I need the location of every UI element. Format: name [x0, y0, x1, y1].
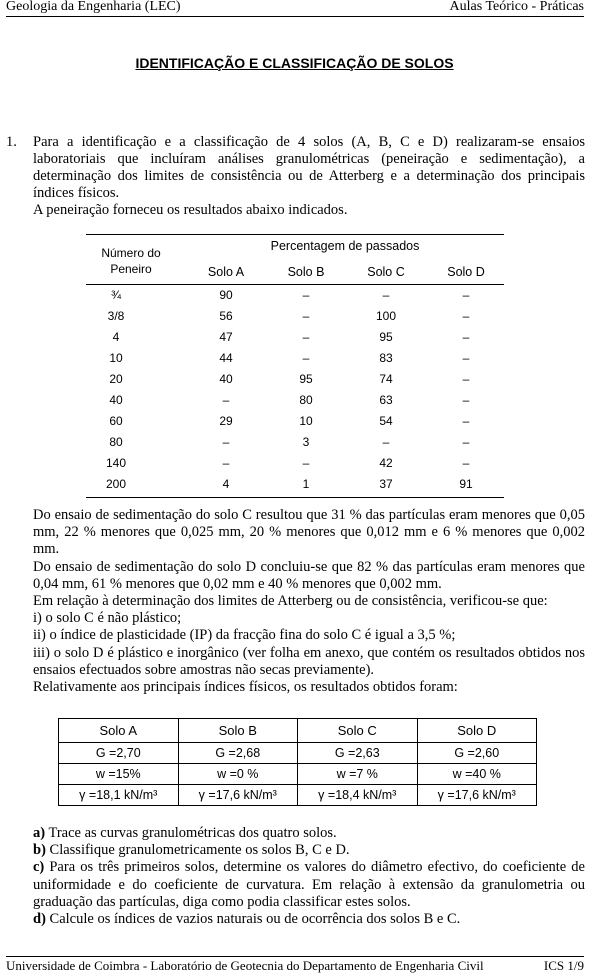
table-cell: 10: [299, 414, 313, 428]
table-cell: –: [222, 435, 230, 449]
question-label: c): [33, 859, 45, 876]
table-cell: –: [462, 372, 470, 386]
table-cell: γ =17,6 kN/m³: [178, 785, 298, 806]
question-b: [33, 842, 585, 859]
questions: [33, 825, 585, 928]
col-header-solo-c: Solo C: [367, 265, 405, 279]
table-cell: 95: [379, 330, 393, 344]
table-cell: 60: [109, 414, 123, 428]
question-a: [33, 825, 585, 842]
question-label: b): [33, 842, 46, 859]
table-cell: –: [302, 351, 310, 365]
col-header-solo-c: Solo C: [298, 719, 418, 743]
col-header-solo-d: Solo D: [417, 719, 537, 743]
table-cell: 80: [299, 393, 313, 407]
table-cell: 4: [112, 330, 120, 344]
table-cell: 42: [379, 456, 393, 470]
table-cell: 20: [109, 372, 123, 386]
table-rule: [86, 497, 504, 498]
header-line: Peneiro: [110, 262, 152, 276]
table-cell: 91: [459, 477, 473, 491]
question-label: a): [33, 825, 46, 841]
table-cell: –: [462, 330, 470, 344]
sedimentation-c: Do ensaio de sedimentação do solo C resultou que 31 % das partículas eram menores que 0,05 mm, 22 % menores que 0,025 mm, 20 % menores que 0,012 mm e 6 % menores que 0,002 mm.: [33, 507, 585, 558]
table-row: [86, 328, 504, 348]
table-cell: 44: [219, 351, 233, 365]
sedimentation-text: [33, 507, 585, 696]
table-row: [59, 785, 537, 806]
question-text: Para os três primeiros solos, determine os valores do diâmetro efectivo, do coeficiente de uniformidade e do coeficiente de curvatura. Em relação à extensão da granulometria ou graduação das partículas, diga como podia classificar estes solos.: [33, 859, 585, 910]
table-cell: 29: [219, 414, 233, 428]
table-cell: 54: [379, 414, 393, 428]
table-cell: –: [462, 414, 470, 428]
table-cell: –: [302, 309, 310, 323]
header-section: Aulas Teórico - Práticas: [449, 0, 584, 14]
table-cell: 140: [105, 456, 127, 470]
table-row: [86, 412, 504, 432]
table-cell: 63: [379, 393, 393, 407]
table-cell: 47: [219, 330, 233, 344]
table-row: [86, 454, 504, 474]
intro-paragraph: [33, 134, 585, 219]
table-cell: 83: [379, 351, 393, 365]
table-cell: 80: [109, 435, 123, 449]
table-row: [59, 719, 537, 743]
table-cell: 37: [379, 477, 393, 491]
table-cell: 200: [105, 477, 127, 491]
problem-number: 1.: [6, 134, 17, 150]
table-cell: 95: [299, 372, 313, 386]
table-cell: –: [302, 288, 310, 302]
table-cell: 4: [222, 477, 230, 491]
table-cell: G =2,70: [59, 743, 179, 764]
item-iii: iii) o solo D é plástico e inorgânico (ver folha em anexo, que contém os resultados obtidos nos ensaios efectuados sobre amostras não secas previamente).: [33, 644, 585, 678]
question-text: Trace as curvas granulométricas dos quatro solos.: [48, 825, 337, 841]
table-cell: –: [462, 393, 470, 407]
header-line: Número do: [101, 246, 161, 260]
table-row: [86, 433, 504, 453]
table-cell: 40: [219, 372, 233, 386]
table-cell: w =15%: [59, 764, 179, 785]
sedimentation-d: Do ensaio de sedimentação do solo D concluiu-se que 82 % das partículas eram menores que 0,04 mm, 61 % menores que 0,02 mm e 40 % menores que 0,002 mm.: [33, 558, 585, 592]
table-cell: 100: [375, 309, 397, 323]
table-row: [59, 764, 537, 785]
question-label: d): [33, 911, 46, 928]
col-header-solo-a: Solo A: [59, 719, 179, 743]
table-rule: [86, 234, 504, 235]
table-cell: –: [302, 456, 310, 470]
page-header: [6, 0, 584, 17]
header-course: Geologia da Engenharia (LEC): [6, 0, 181, 14]
table-cell: –: [462, 435, 470, 449]
table-row: [86, 286, 504, 306]
page-title: IDENTIFICAÇÃO E CLASSIFICAÇÃO DE SOLOS: [135, 55, 454, 71]
table-cell: 40: [109, 393, 123, 407]
table-cell: w =0 %: [178, 764, 298, 785]
footer-institution: Universidade de Coimbra - Laboratório de Geotecnia do Departamento de Engenharia Civil: [6, 958, 484, 973]
table-row: [86, 370, 504, 390]
table-cell: 1: [302, 477, 310, 491]
intro-text-2: A peneiração forneceu os resultados abaixo indicados.: [33, 202, 348, 218]
table-cell: w =40 %: [417, 764, 537, 785]
table-cell: 10: [109, 351, 123, 365]
table-row: [59, 743, 537, 764]
table-cell: 3/8: [107, 309, 125, 323]
table-cell: G =2,60: [417, 743, 537, 764]
table-cell: 3: [302, 435, 310, 449]
table-cell: γ =17,6 kN/m³: [417, 785, 537, 806]
table-cell: –: [462, 351, 470, 365]
col-header-solo-a: Solo A: [207, 265, 245, 279]
table-cell: 74: [379, 372, 393, 386]
table-row: [86, 307, 504, 327]
passing-header: Percentagem de passados: [270, 239, 420, 253]
table-cell: γ =18,1 kN/m³: [59, 785, 179, 806]
item-ii: ii) o índice de plasticidade (IP) da fracção fina do solo C é igual a 3,5 %;: [33, 627, 456, 644]
table-row: [86, 349, 504, 369]
indices-intro: Relativamente aos principais índices físicos, os resultados obtidos foram:: [33, 679, 458, 696]
table-cell: 56: [219, 309, 233, 323]
question-d: [33, 911, 585, 928]
col-header-solo-b: Solo B: [287, 265, 325, 279]
table-cell: G =2,68: [178, 743, 298, 764]
table-cell: –: [222, 456, 230, 470]
col-header-solo-b: Solo B: [178, 719, 298, 743]
question-text: Calcule os índices de vazios naturais ou de ocorrência dos solos B e C.: [49, 911, 461, 928]
table-cell: –: [462, 309, 470, 323]
col-header-solo-d: Solo D: [447, 265, 485, 279]
table-cell: γ =18,4 kN/m³: [298, 785, 418, 806]
table-cell: ¾: [110, 288, 121, 302]
table-rule: [86, 284, 504, 285]
question-text: Classifique granulometricamente os solos B, C e D.: [49, 842, 350, 859]
table-cell: –: [222, 393, 230, 407]
table-cell: –: [462, 288, 470, 302]
table-cell: G =2,63: [298, 743, 418, 764]
page-number: ICS 1/9: [543, 958, 584, 973]
table-cell: w =7 %: [298, 764, 418, 785]
table-cell: –: [302, 330, 310, 344]
page-footer: [6, 956, 584, 973]
sieve-number-header: [86, 245, 176, 277]
item-i: i) o solo C é não plástico;: [33, 610, 182, 627]
physical-indices-table: [58, 718, 537, 806]
table-row: [86, 391, 504, 411]
table-cell: –: [462, 456, 470, 470]
table-cell: 90: [219, 288, 233, 302]
question-c: [33, 859, 585, 911]
table-cell: –: [382, 435, 390, 449]
atterberg-text: Em relação à determinação dos limites de Atterberg ou de consistência, verificou-se que:: [33, 593, 548, 610]
table-cell: –: [382, 288, 390, 302]
intro-text: Para a identificação e a classificação de 4 solos (A, B, C e D) realizaram-se ensaios laboratoriais que incluíram análises granulométricas (peneiração e sedimentação), a determinação dos limites de consistência ou de Atterberg e a determinação dos principais índices físicos.: [33, 134, 585, 201]
table-row: [86, 475, 504, 495]
